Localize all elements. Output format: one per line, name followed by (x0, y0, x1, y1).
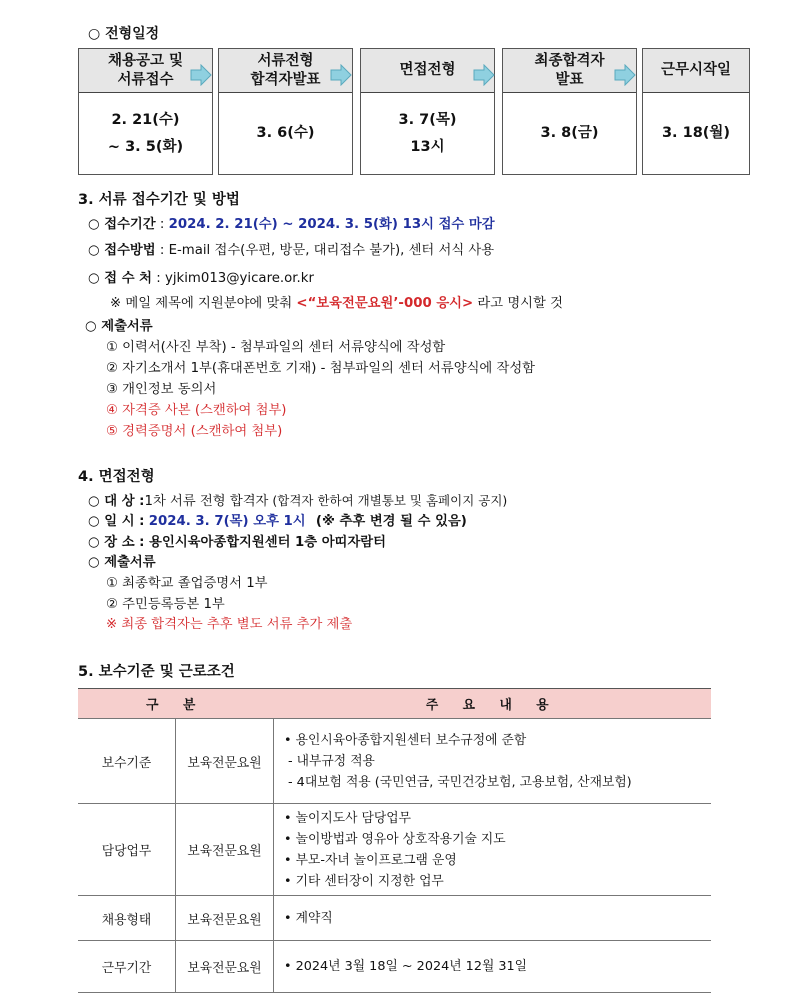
arrow-right-icon (614, 64, 636, 86)
section5-title: 5. 보수기준 및 근로조건 (78, 664, 235, 680)
target-value: 1차 서류 전형 합격자 (144, 494, 269, 509)
section4-doc-2: ② 주민등록등본 1부 (106, 597, 225, 612)
period-sep: : (159, 217, 165, 232)
schedule-step-3-date: 3. 7(목) 13시 (398, 111, 457, 155)
row-role: 보육전문요원 (176, 719, 274, 804)
row-category: 보수기준 (78, 719, 176, 804)
target-line (88, 492, 507, 511)
section3-doc-1: ① 이력서(사진 부착) - 첨부파일의 센터 서류양식에 작성함 (106, 340, 446, 355)
schedule-step-1-title: 채용공고 및 서류접수 (79, 49, 212, 93)
section3-doc-2: ② 자기소개서 1부(휴대폰번호 기재) - 첨부파일의 센터 서류양식에 작성함 (106, 361, 536, 376)
row-role: 보육전문요원 (176, 804, 274, 896)
table-header-content: 주 요 내 용 (274, 689, 712, 719)
salary-table (78, 688, 711, 993)
row-item: • 용인시육아종합지원센터 보수규정에 준함 (284, 732, 527, 748)
section3-doc-4: ④ 자격증 사본 (스캔하여 첨부) (106, 403, 287, 418)
arrow-right-icon (473, 64, 495, 86)
row-category: 근무기간 (78, 941, 176, 993)
section4-doc-1: ① 최종학교 졸업증명서 1부 (106, 576, 268, 591)
place-label: ○ 접 수 처 (88, 271, 153, 286)
row-item: • 놀이방법과 영유아 상호작용기술 지도 (284, 831, 506, 847)
row-role: 보육전문요원 (176, 941, 274, 993)
date-note: (※ 추후 변경 될 수 있음) (315, 514, 467, 529)
section3-title: 3. 서류 접수기간 및 방법 (78, 192, 240, 208)
section3-doc-3: ③ 개인정보 동의서 (106, 382, 217, 397)
date-line (88, 513, 467, 531)
schedule-step-5 (642, 48, 750, 175)
date-label: ○ 일 시 : (88, 514, 145, 529)
method-line (88, 242, 494, 260)
section3-docs-heading: ○ 제출서류 (85, 319, 153, 334)
schedule-heading: ○ 전형일정 (88, 26, 160, 42)
row-content (274, 896, 712, 941)
schedule-step-1-date: 2. 21(수) ~ 3. 5(화) (107, 111, 184, 155)
section4-title: 4. 면접전형 (78, 469, 155, 485)
schedule-step-5-title: 근무시작일 (643, 49, 749, 93)
interview-place: ○ 장 소 : 용인시육아종합지원센터 1층 아띠자람터 (88, 535, 386, 550)
schedule-step-4-date: 3. 8(금) (540, 125, 599, 141)
date-value: 2024. 3. 7(목) 오후 1시 (148, 514, 306, 529)
section4-doc-note: ※ 최종 합격자는 추후 별도 서류 추가 제출 (106, 617, 353, 632)
period-value: 2024. 2. 21(수) ~ 2024. 3. 5(화) 13시 접수 마감 (168, 217, 495, 232)
row-item: - 내부규정 적용 (288, 753, 375, 769)
mail-note-suffix: 라고 명시할 것 (473, 296, 563, 311)
row-content (274, 941, 712, 993)
schedule-step-4-title: 최종합격자 발표 (503, 49, 636, 93)
row-category: 채용형태 (78, 896, 176, 941)
schedule-step-5-date: 3. 18(월) (661, 125, 731, 141)
period-line (88, 216, 495, 234)
row-item: • 놀이지도사 담당업무 (284, 810, 411, 826)
row-item: • 계약직 (284, 910, 333, 926)
row-item: • 부모-자녀 놀이프로그램 운영 (284, 852, 457, 868)
schedule-step-3-title: 면접전형 (361, 49, 494, 93)
row-item: • 기타 센터장이 지정한 업무 (284, 873, 444, 889)
row-role: 보육전문요원 (176, 896, 274, 941)
table-row (78, 719, 711, 804)
row-content (274, 804, 712, 896)
table-row (78, 896, 711, 941)
section3-doc-5: ⑤ 경력증명서 (스캔하여 첨부) (106, 424, 283, 439)
section4-docs-heading: ○ 제출서류 (88, 555, 156, 570)
table-row (78, 941, 711, 993)
arrow-right-icon (190, 64, 212, 86)
mail-note-prefix: ※ 메일 제목에 지원분야에 맞춰 (110, 296, 297, 311)
row-item: • 2024년 3월 18일 ~ 2024년 12월 31일 (284, 959, 528, 974)
place-value: : yjkim013@yicare.or.kr (156, 271, 314, 286)
row-content (274, 719, 712, 804)
row-item: - 4대보험 적용 (국민연금, 국민건강보험, 고용보험, 산재보험) (288, 774, 632, 790)
schedule-step-2-date: 3. 6(수) (256, 125, 315, 141)
method-label: ○ 접수방법 (88, 243, 156, 258)
mail-note-highlight: <“보육전문요원’-000 응시> (296, 296, 474, 311)
target-label: ○ 대 상 : (88, 494, 145, 509)
target-note: (합격자 한하여 개별통보 및 홈페이지 공지) (268, 493, 508, 508)
arrow-right-icon (330, 64, 352, 86)
table-row (78, 804, 711, 896)
period-label: ○ 접수기간 (88, 217, 156, 232)
table-header-category: 구 분 (78, 689, 274, 719)
schedule-step-2-title: 서류전형 합격자발표 (219, 49, 352, 93)
row-category: 담당업무 (78, 804, 176, 896)
place-line (88, 270, 314, 288)
method-value: : E-mail 접수(우편, 방문, 대리접수 불가), 센터 서식 사용 (159, 243, 495, 258)
mail-note (110, 295, 563, 313)
